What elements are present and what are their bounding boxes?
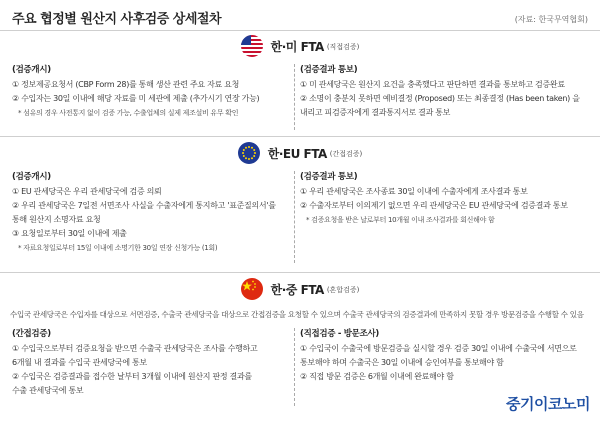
section-divider — [0, 136, 600, 137]
list-item: ① 수입국으로부터 검증요청을 받으면 수출국 관세당국은 조사를 수행하고 — [12, 344, 258, 353]
source-note: (자료: 한국무역협회) — [514, 15, 588, 24]
list-item: 6개월 내 결과를 수입국 관세당국에 통보 — [12, 358, 147, 367]
list-item: ② 소명이 충분치 못하면 예비결정 (Proposed) 또는 최종결정 (Has been taken) 을 — [300, 94, 580, 103]
list-item: ② 수입자는 30일 이내에 해당 자료를 미 세관에 제출 (추가시기 연장 가능) — [12, 94, 260, 103]
column-divider — [294, 64, 295, 130]
list-item: 통보해야 하며 수출국은 30일 이내에 승인여부를 통보해야 함 — [300, 358, 504, 367]
section-tag: (간접검증) — [329, 150, 363, 158]
list-item: ③ 요청일로부터 30일 이내에 제출 — [12, 229, 127, 238]
cn-flag-icon — [241, 278, 263, 300]
page-title: 주요 협정별 원산지 사후검증 상세절차 — [12, 12, 222, 27]
section-intro: 수입국 관세당국은 수입자를 대상으로 서면검증, 수출국 관세당국을 대상으로 간접검증을 요청할 수 있으며 수출국 관세당국의 검증결과에 만족하지 못할 경우 방문검증을 수행할 수 있음 — [10, 310, 584, 319]
list-item: ① 정보제공요청서 (CBP Form 28)를 통해 생산 관련 주요 자료 요청 — [12, 80, 240, 89]
list-item: ② 직접 방문 검증은 6개월 이내에 완료해야 함 — [300, 372, 454, 381]
section-tag: (혼합검증) — [326, 286, 360, 294]
column-heading: (검증결과 통보) — [300, 65, 358, 75]
list-item: ② 수출자로부터 이의제기 없으면 우리 관세당국은 EU 관세당국에 검증결과 통보 — [300, 201, 568, 210]
list-item: ② 우리 관세당국은 7일전 서면조사 사실을 수출자에게 통지하고 '표준질의서'를 — [12, 201, 276, 210]
list-item: 통해 원산지 소명자료 요청 — [12, 215, 101, 224]
section-name: 한·EU FTA — [267, 146, 327, 161]
list-item: ② 수입국은 검증결과를 접수한 날부터 3개월 이내에 원산지 판정 결과를 — [12, 372, 252, 381]
footnote: * 섬유의 경우 사전통지 없이 검증 가능, 수출업체의 실제 제조설비 유무 확인 — [18, 109, 239, 117]
column-heading: (검증개시) — [12, 65, 51, 75]
column-divider — [294, 328, 295, 406]
list-item: ① 미 관세당국은 원산지 요건을 충족했다고 판단하면 결과를 통보하고 검증완료 — [300, 80, 565, 89]
section-tag: (직접검증) — [326, 43, 360, 51]
top-divider — [0, 30, 600, 31]
section-name: 한·미 FTA — [270, 39, 324, 54]
footnote: * 자료요청일로부터 15일 이내에 소명기한 30일 연장 신청가능 (1회) — [18, 244, 218, 252]
column-heading: (검증결과 통보) — [300, 172, 358, 182]
publisher-logo: 중기이코노미 — [506, 395, 590, 413]
kr-us-left-column — [12, 63, 290, 120]
kr-eu-right-column — [300, 170, 590, 227]
kr-cn-right-column — [300, 327, 590, 384]
kr-eu-left-column — [12, 170, 290, 255]
eu-flag-icon — [238, 142, 260, 164]
kr-us-right-column — [300, 63, 590, 120]
section-header-kr-cn — [0, 277, 600, 301]
column-heading: (간접검증) — [12, 329, 51, 339]
list-item: ① EU 관세당국은 우리 관세당국에 검증 의뢰 — [12, 187, 162, 196]
section-header-kr-eu — [0, 141, 600, 165]
list-item: 수출 관세당국에 통보 — [12, 386, 84, 395]
us-flag-icon — [241, 35, 263, 57]
list-item: ① 수입국이 수출국에 방문검증을 실시할 경우 검증 30일 이내에 수출국에 서면으로 — [300, 344, 577, 353]
section-header-kr-us — [0, 34, 600, 58]
section-name: 한·중 FTA — [270, 282, 324, 297]
column-heading: (직접검증 - 방문조사) — [300, 329, 380, 339]
list-item: 내리고 피검증자에게 결과통지서로 결과 통보 — [300, 108, 451, 117]
kr-cn-left-column — [12, 327, 290, 398]
list-item: ① 우리 관세당국은 조사종료 30일 이내에 수출자에게 조사결과 통보 — [300, 187, 528, 196]
footnote: * 검증요청을 받은 날로부터 10개월 이내 조사결과를 회신해야 함 — [306, 216, 495, 224]
column-heading: (검증개시) — [12, 172, 51, 182]
column-divider — [294, 171, 295, 263]
section-divider — [0, 272, 600, 273]
